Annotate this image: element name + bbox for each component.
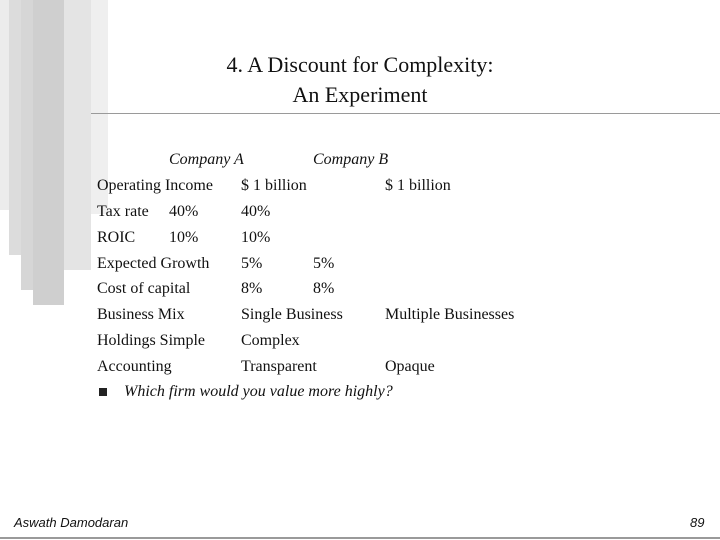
decor-bar — [0, 0, 9, 210]
row-value-a: Complex — [241, 332, 300, 349]
row-value-a: 8% — [241, 280, 263, 297]
row-label: Tax rate — [97, 203, 149, 220]
row-value-b: Opaque — [385, 358, 435, 375]
decor-bar — [33, 0, 64, 305]
slide-title — [150, 50, 570, 110]
row-label: ROIC — [97, 229, 136, 246]
title-divider — [91, 113, 720, 114]
decor-bar — [9, 0, 21, 255]
row-value-a: 10% — [241, 229, 271, 246]
row-value-a: $ 1 billion — [241, 177, 307, 194]
row-value-a: 5% — [241, 255, 263, 272]
decor-bar — [64, 0, 91, 270]
row-value-b: Multiple Businesses — [385, 306, 515, 323]
row-label: Operating Income — [97, 177, 213, 194]
header-company-b: Company B — [313, 151, 389, 168]
footer-divider — [0, 537, 720, 539]
footer-author: Aswath Damodaran — [14, 515, 129, 530]
page-number: 89 — [690, 515, 705, 530]
title-line-2: An Experiment — [292, 82, 428, 107]
header-company-a: Company A — [169, 151, 244, 168]
row-label: Expected Growth — [97, 255, 210, 272]
title-line-1: 4. A Discount for Complexity: — [226, 52, 494, 77]
row-value-b: $ 1 billion — [385, 177, 451, 194]
row-label-value: 40% — [169, 203, 199, 220]
row-label: Holdings Simple — [97, 332, 206, 349]
row-value-b: 5% — [313, 255, 335, 272]
square-bullet-icon — [99, 388, 107, 396]
row-value-b: 8% — [313, 280, 335, 297]
decor-bar — [21, 0, 33, 290]
row-label: Business Mix — [97, 306, 185, 323]
row-label-value: 10% — [169, 229, 199, 246]
row-value-a: Single Business — [241, 306, 343, 323]
row-label: Cost of capital — [97, 280, 191, 297]
row-value-a: 40% — [241, 203, 271, 220]
row-label: Accounting — [97, 358, 172, 375]
question-text: Which firm would you value more highly? — [124, 383, 393, 400]
row-value-a: Transparent — [241, 358, 317, 375]
